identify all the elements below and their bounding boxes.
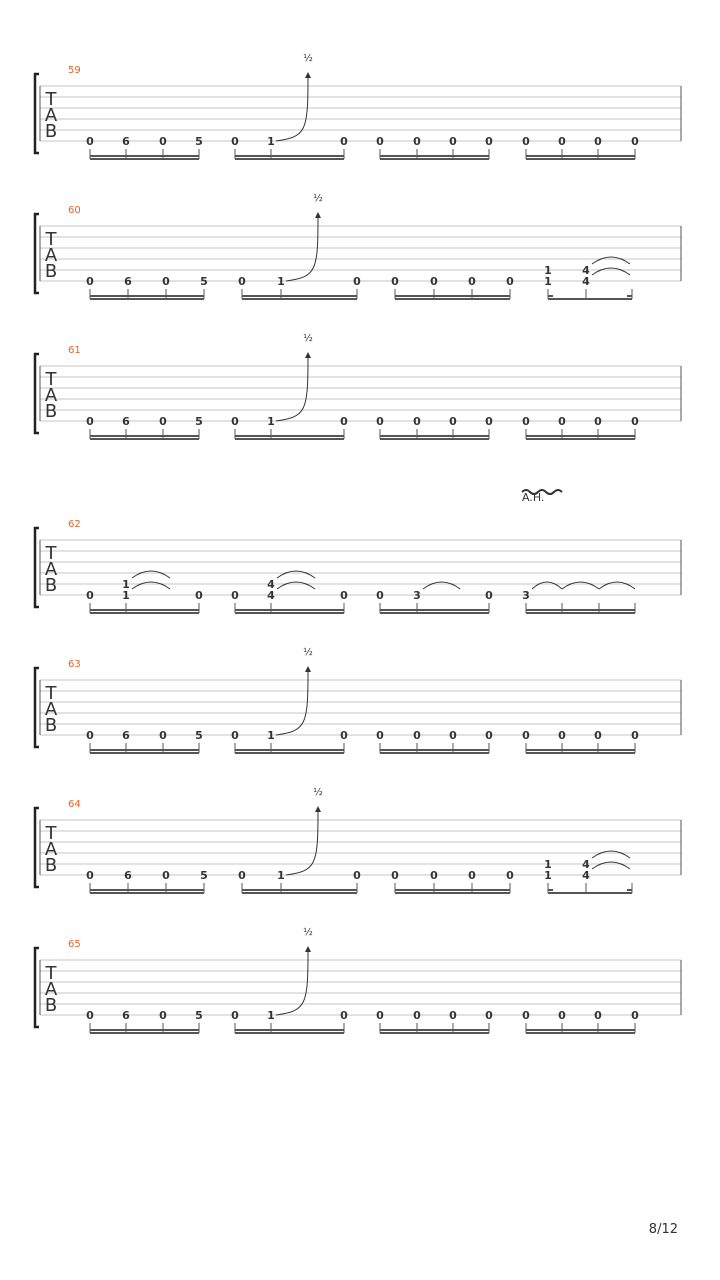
beam — [235, 435, 344, 437]
fret-number: 0 — [631, 135, 639, 148]
tab-clef-letter: A — [44, 559, 58, 580]
fret-number: 0 — [195, 589, 203, 602]
bend-amount: ½ — [303, 927, 313, 938]
tab-clef-letter: A — [44, 385, 58, 406]
fret-number: 4 — [267, 589, 275, 602]
beam — [380, 752, 489, 754]
fret-number: 0 — [558, 1009, 566, 1022]
measure-60 — [35, 192, 681, 300]
fret-number: 0 — [231, 415, 239, 428]
beam-stub — [627, 889, 632, 891]
fret-number: 4 — [582, 275, 590, 288]
beam — [90, 155, 199, 157]
bend-curve — [286, 812, 318, 875]
bend-curve — [286, 218, 318, 281]
beam — [90, 435, 199, 437]
beam — [526, 609, 635, 611]
beam — [526, 158, 635, 160]
fret-number: 0 — [631, 1009, 639, 1022]
bend-arrowhead — [305, 352, 311, 358]
fret-number: 0 — [506, 275, 514, 288]
beam — [380, 435, 489, 437]
fret-number: 0 — [391, 869, 399, 882]
fret-number: 1 — [544, 858, 552, 871]
fret-number: 0 — [485, 135, 493, 148]
fret-number: 0 — [86, 869, 94, 882]
tab-clef-letter: A — [44, 245, 58, 266]
fret-number: 0 — [340, 415, 348, 428]
artificial-harmonic-label: A.H. — [522, 491, 545, 504]
system-bracket — [35, 74, 39, 153]
tab-clef-letter: A — [44, 979, 58, 1000]
beam — [90, 438, 199, 440]
tie-arc — [532, 582, 562, 589]
fret-number: 1 — [277, 275, 285, 288]
fret-number: 0 — [231, 589, 239, 602]
fret-number: 0 — [430, 275, 438, 288]
measure-number: 60 — [68, 205, 81, 216]
fret-number: 5 — [195, 729, 203, 742]
measure-number: 64 — [68, 799, 81, 810]
fret-number: 5 — [200, 275, 208, 288]
tie-arc — [592, 268, 630, 275]
beam-stub — [548, 889, 553, 891]
tab-clef-letter: T — [45, 89, 57, 110]
fret-number: 0 — [594, 415, 602, 428]
fret-number: 0 — [353, 275, 361, 288]
fret-number: 0 — [485, 589, 493, 602]
fret-number: 6 — [122, 729, 130, 742]
fret-number: 0 — [231, 135, 239, 148]
fret-number: 0 — [558, 415, 566, 428]
fret-number: 1 — [267, 1009, 275, 1022]
fret-number: 0 — [162, 869, 170, 882]
beam — [235, 438, 344, 440]
beam — [380, 158, 489, 160]
fret-number: 0 — [376, 1009, 384, 1022]
beam — [526, 155, 635, 157]
fret-number: 0 — [86, 1009, 94, 1022]
fret-number: 0 — [159, 1009, 167, 1022]
beam — [380, 1029, 489, 1031]
tab-clef-letter: T — [45, 823, 57, 844]
fret-number: 1 — [267, 415, 275, 428]
beam — [90, 612, 199, 614]
tab-clef-letter: A — [44, 699, 58, 720]
beam — [380, 612, 489, 614]
fret-number: 6 — [122, 1009, 130, 1022]
beam — [380, 1032, 489, 1034]
fret-number: 0 — [376, 589, 384, 602]
fret-number: 0 — [413, 415, 421, 428]
beam — [235, 609, 344, 611]
bend-amount: ½ — [303, 53, 313, 64]
fret-number: 0 — [631, 415, 639, 428]
fret-number: 0 — [86, 135, 94, 148]
beam — [548, 892, 632, 894]
beam — [395, 298, 510, 300]
fret-number: 0 — [86, 589, 94, 602]
tie-arc — [599, 582, 635, 589]
fret-number: 6 — [122, 135, 130, 148]
beam — [395, 295, 510, 297]
tab-clef-letter: B — [44, 575, 58, 596]
beam — [380, 749, 489, 751]
fret-number: 0 — [376, 415, 384, 428]
fret-number: 1 — [267, 729, 275, 742]
bend-arrowhead — [315, 806, 321, 812]
tab-clef-letter: B — [44, 995, 58, 1016]
beam — [526, 752, 635, 754]
fret-number: 0 — [376, 729, 384, 742]
tie-arc — [562, 582, 599, 589]
fret-number: 0 — [340, 1009, 348, 1022]
fret-number: 1 — [122, 589, 130, 602]
fret-number: 3 — [413, 589, 421, 602]
tie-arc — [132, 571, 170, 578]
beam — [380, 609, 489, 611]
beam — [395, 889, 510, 891]
beam — [90, 1029, 199, 1031]
fret-number: 1 — [122, 578, 130, 591]
beam — [526, 1032, 635, 1034]
fret-number: 0 — [413, 729, 421, 742]
fret-number: 0 — [413, 135, 421, 148]
fret-number: 5 — [200, 869, 208, 882]
beam — [235, 155, 344, 157]
tie-arc — [423, 582, 460, 589]
measure-number: 59 — [68, 65, 81, 76]
measure-63 — [35, 646, 681, 754]
beam — [90, 752, 199, 754]
bend-curve — [276, 672, 308, 735]
fret-number: 0 — [238, 869, 246, 882]
tab-clef-letter: B — [44, 401, 58, 422]
tab-clef-letter: B — [44, 855, 58, 876]
fret-number: 6 — [122, 415, 130, 428]
fret-number: 0 — [159, 729, 167, 742]
beam — [235, 749, 344, 751]
tab-clef-letter: B — [44, 715, 58, 736]
fret-number: 4 — [582, 869, 590, 882]
beam — [235, 1032, 344, 1034]
beam — [235, 1029, 344, 1031]
fret-number: 0 — [485, 1009, 493, 1022]
tie-arc — [277, 571, 315, 578]
beam — [235, 752, 344, 754]
measure-65 — [35, 926, 681, 1034]
measure-number: 63 — [68, 659, 81, 670]
fret-number: 1 — [544, 275, 552, 288]
fret-number: 0 — [468, 275, 476, 288]
fret-number: 0 — [449, 729, 457, 742]
beam — [548, 298, 632, 300]
fret-number: 0 — [86, 275, 94, 288]
beam — [90, 749, 199, 751]
fret-number: 0 — [340, 729, 348, 742]
fret-number: 0 — [86, 415, 94, 428]
fret-number: 3 — [522, 589, 530, 602]
system-bracket — [35, 948, 39, 1027]
bend-amount: ½ — [313, 787, 323, 798]
bend-amount: ½ — [303, 333, 313, 344]
beam — [526, 438, 635, 440]
system-bracket — [35, 528, 39, 607]
tab-clef-letter: T — [45, 963, 57, 984]
tab-clef-letter: T — [45, 543, 57, 564]
fret-number: 0 — [449, 1009, 457, 1022]
tab-clef-letter: A — [44, 105, 58, 126]
bend-curve — [276, 952, 308, 1015]
tab-clef-letter: T — [45, 229, 57, 250]
fret-number: 0 — [376, 135, 384, 148]
measure-number: 61 — [68, 345, 81, 356]
beam — [235, 158, 344, 160]
system-bracket — [35, 214, 39, 293]
fret-number: 0 — [353, 869, 361, 882]
fret-number: 0 — [506, 869, 514, 882]
beam — [526, 612, 635, 614]
measure-number: 65 — [68, 939, 81, 950]
beam — [380, 438, 489, 440]
system-bracket — [35, 808, 39, 887]
tie-arc — [592, 862, 630, 869]
bend-arrowhead — [305, 666, 311, 672]
beam — [90, 609, 199, 611]
fret-number: 0 — [413, 1009, 421, 1022]
fret-number: 0 — [522, 1009, 530, 1022]
measure-62 — [35, 490, 681, 614]
bend-amount: ½ — [303, 647, 313, 658]
beam — [90, 1032, 199, 1034]
fret-number: 1 — [544, 869, 552, 882]
measure-61 — [35, 332, 681, 440]
tie-arc — [592, 257, 630, 264]
fret-number: 0 — [86, 729, 94, 742]
fret-number: 5 — [195, 415, 203, 428]
fret-number: 0 — [162, 275, 170, 288]
fret-number: 4 — [582, 264, 590, 277]
fret-number: 6 — [124, 869, 132, 882]
fret-number: 1 — [267, 135, 275, 148]
beam — [90, 889, 204, 891]
fret-number: 1 — [544, 264, 552, 277]
fret-number: 0 — [485, 415, 493, 428]
fret-number: 0 — [594, 729, 602, 742]
beam — [242, 298, 357, 300]
tie-arc — [592, 851, 630, 858]
fret-number: 0 — [631, 729, 639, 742]
fret-number: 6 — [124, 275, 132, 288]
beam — [526, 1029, 635, 1031]
fret-number: 0 — [449, 415, 457, 428]
beam — [380, 155, 489, 157]
fret-number: 4 — [582, 858, 590, 871]
system-bracket — [35, 354, 39, 433]
fret-number: 0 — [238, 275, 246, 288]
fret-number: 0 — [449, 135, 457, 148]
fret-number: 0 — [468, 869, 476, 882]
beam — [90, 298, 204, 300]
tab-clef-letter: B — [44, 261, 58, 282]
bend-arrowhead — [315, 212, 321, 218]
bend-amount: ½ — [313, 193, 323, 204]
tab-clef-letter: B — [44, 121, 58, 142]
beam-stub — [548, 295, 553, 297]
bend-arrowhead — [305, 946, 311, 952]
measure-number: 62 — [68, 519, 81, 530]
fret-number: 0 — [159, 135, 167, 148]
fret-number: 0 — [340, 135, 348, 148]
measure-59 — [35, 52, 681, 160]
tab-clef-letter: A — [44, 839, 58, 860]
beam — [526, 435, 635, 437]
fret-number: 0 — [159, 415, 167, 428]
beam — [235, 612, 344, 614]
tab-clef-letter: T — [45, 683, 57, 704]
bend-arrowhead — [305, 72, 311, 78]
fret-number: 1 — [277, 869, 285, 882]
fret-number: 0 — [594, 135, 602, 148]
fret-number: 0 — [231, 1009, 239, 1022]
fret-number: 0 — [594, 1009, 602, 1022]
fret-number: 0 — [430, 869, 438, 882]
beam — [242, 892, 357, 894]
fret-number: 0 — [558, 729, 566, 742]
tab-clef-letter: T — [45, 369, 57, 390]
tie-arc — [277, 582, 315, 589]
fret-number: 0 — [485, 729, 493, 742]
beam — [90, 158, 199, 160]
fret-number: 0 — [340, 589, 348, 602]
fret-number: 0 — [522, 135, 530, 148]
beam — [242, 889, 357, 891]
measure-64 — [35, 786, 681, 894]
fret-number: 5 — [195, 1009, 203, 1022]
fret-number: 0 — [522, 415, 530, 428]
fret-number: 0 — [558, 135, 566, 148]
bend-curve — [276, 358, 308, 421]
beam-stub — [627, 295, 632, 297]
page-number: 8/12 — [648, 1222, 678, 1237]
fret-number: 5 — [195, 135, 203, 148]
beam — [90, 295, 204, 297]
fret-number: 0 — [522, 729, 530, 742]
tie-arc — [132, 582, 170, 589]
fret-number: 0 — [391, 275, 399, 288]
beam — [526, 749, 635, 751]
beam — [395, 892, 510, 894]
fret-number: 0 — [231, 729, 239, 742]
beam — [90, 892, 204, 894]
bend-curve — [276, 78, 308, 141]
beam — [242, 295, 357, 297]
fret-number: 4 — [267, 578, 275, 591]
system-bracket — [35, 668, 39, 747]
